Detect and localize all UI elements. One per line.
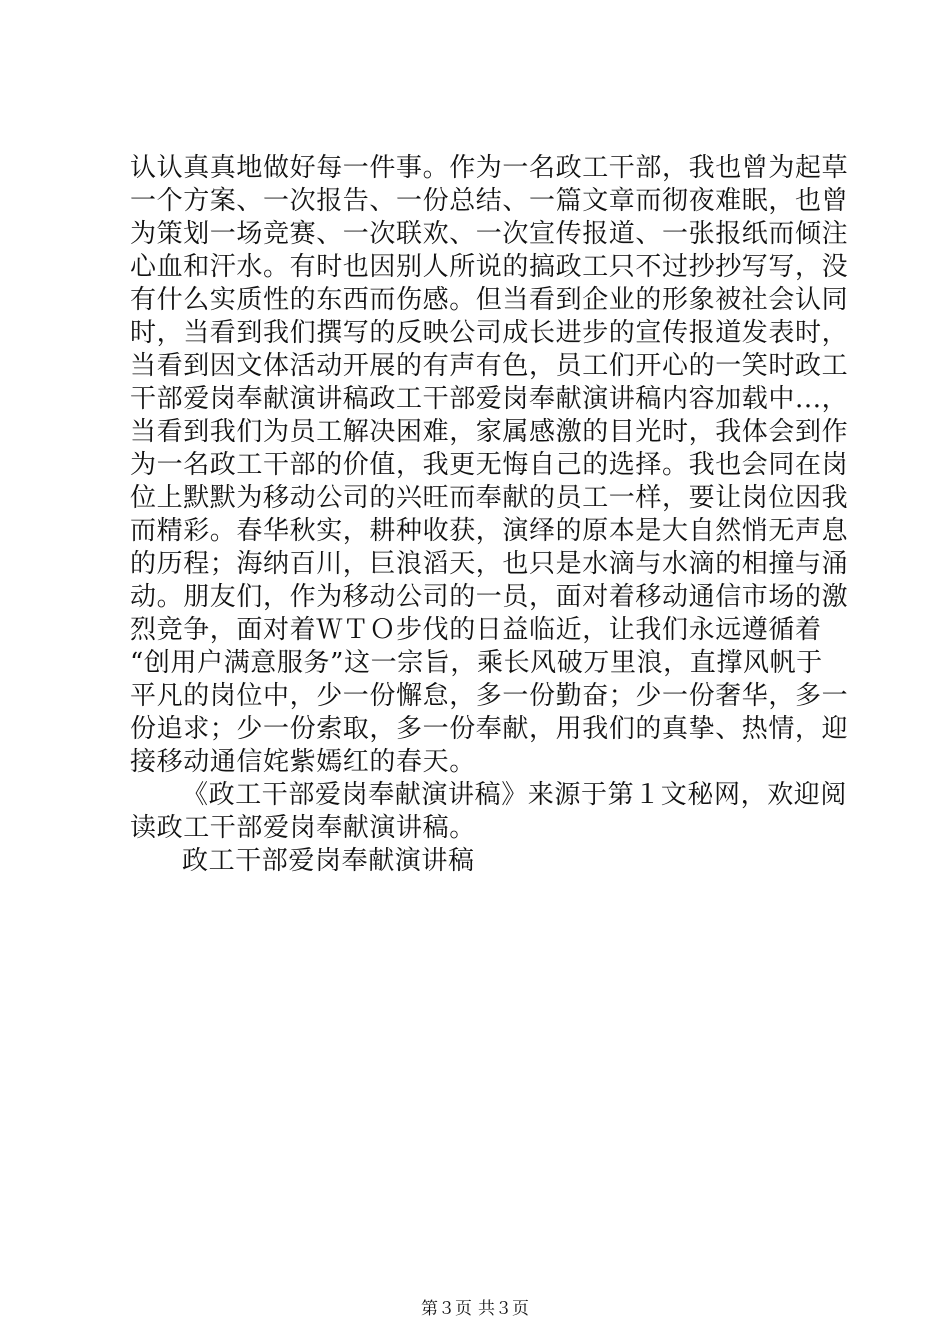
body-line: 心血和汗水。有时也因别人所说的搞政工只不过抄抄写写，没 [130,252,849,282]
body-line: 份追求；少一份索取，多一份奉献，用我们的真挚、热情，迎 [130,714,849,744]
body-line: 有什么实质性的东西而伤感。但当看到企业的形象被社会认同 [130,285,849,315]
body-line: 的历程；海纳百川，巨浪滔天，也只是水滴与水滴的相撞与涌 [130,549,849,579]
page-footer [0,1298,950,1320]
source-note-line: 《政工干部爱岗奉献演讲稿》来源于第１文秘网，欢迎阅 [182,780,848,810]
body-line: 为一名政工干部的价值，我更无悔自己的选择。我也会同在岗 [130,450,849,480]
document-body [130,152,849,878]
body-line: 认认真真地做好每一件事。作为一名政工干部，我也曾为起草 [130,153,849,183]
body-line: 动。朋友们，作为移动公司的一员，面对着移动通信市场的激 [130,582,849,612]
source-note-line: 读政工干部爱岗奉献演讲稿。 [130,813,476,843]
body-line: 干部爱岗奉献演讲稿政工干部爱岗奉献演讲稿内容加载中...， [130,384,849,414]
page-number-total: 共３页 [478,1299,529,1319]
body-line: 为策划一场竞赛、一次联欢、一次宣传报道、一张报纸而倾注 [130,219,849,249]
body-line: 位上默默为移动公司的兴旺而奉献的员工一样，要让岗位因我 [130,483,849,513]
page-number-current: 第３页 [421,1299,472,1319]
closing-title: 政工干部爱岗奉献演讲稿 [182,846,475,876]
body-line: 烈竞争，面对着ＷＴＯ步伐的日益临近，让我们永远遵循着 [130,615,822,645]
body-line: 平凡的岗位中，少一份懈怠，多一份勤奋；少一份奢华，多一 [130,681,849,711]
body-line: 当看到因文体活动开展的有声有色，员工们开心的一笑时政工 [130,351,849,381]
body-line: “创用户满意服务”这一宗旨，乘长风破万里浪，直撑风帆于 [130,648,823,678]
body-line: 而精彩。春华秋实，耕种收获，演绎的原本是大自然悄无声息 [130,516,849,546]
body-line: 一个方案、一次报告、一份总结、一篇文章而彻夜难眠，也曾 [130,186,849,216]
body-line: 接移动通信姹紫嫣红的春天。 [130,747,476,777]
body-line: 当看到我们为员工解决困难，家属感激的目光时，我体会到作 [130,417,849,447]
body-line: 时，当看到我们撰写的反映公司成长进步的宣传报道发表时， [130,318,849,348]
